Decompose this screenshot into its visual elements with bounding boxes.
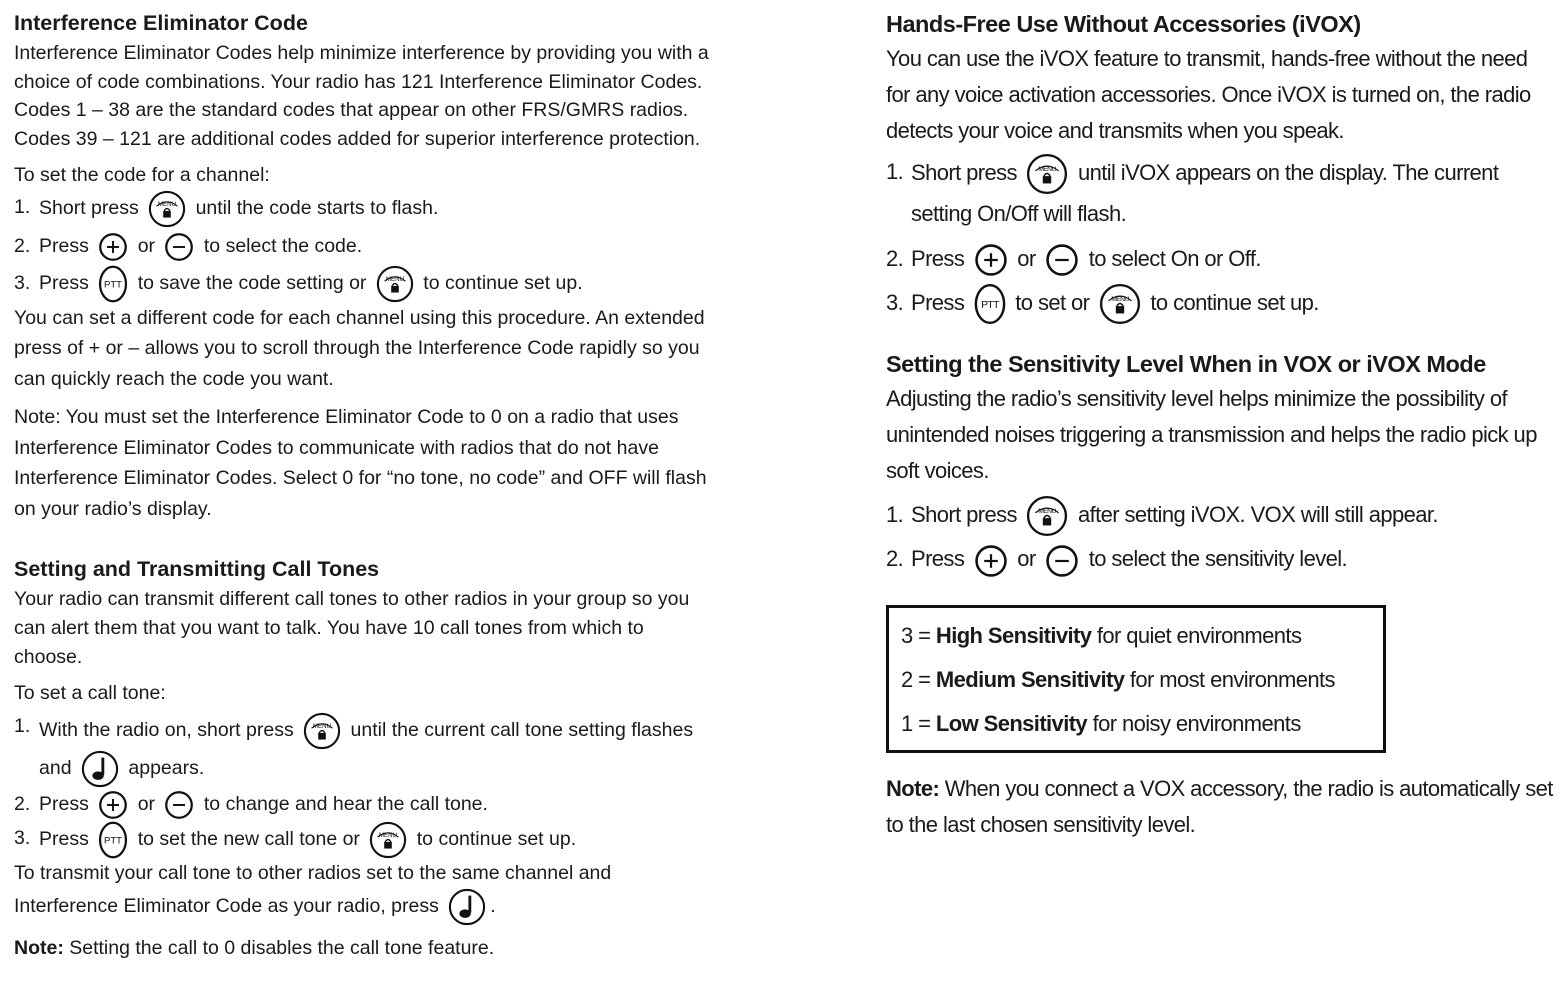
interference-step-1: 1. Short press MENU until the code starts to flash. — [14, 190, 714, 228]
interference-steps — [14, 190, 714, 303]
menu-button-icon — [376, 265, 414, 303]
interference-intro: Interference Eliminator Codes help minimize interference by providing you with a choice of code combinations. Your radio has 121 Interference Eliminator Codes. Codes 1 – 38 are the standard codes that appear on other FRS/GMRS radios. Codes 39 – 121 are additional codes added for superior interference protection. — [14, 42, 709, 150]
section-title-sensitivity: Setting the Sensitivity Level When in VOX or iVOX Mode — [886, 351, 1486, 378]
plus-button-icon — [974, 243, 1008, 277]
ptt-button-icon — [98, 821, 128, 859]
interference-note: Note: You must set the Interference Eliminator Code to 0 on a radio that uses Interference Eliminator Codes to communicate with radios that do not have Interference Eliminator Codes. Select 0 for “no tone, no code” and OFF will flash on your radio’s display. — [14, 406, 707, 520]
minus-button-icon — [164, 232, 194, 262]
call-tone-note: Note: Setting the call to 0 disables the call tone feature. — [14, 936, 495, 959]
sensitivity-level-medium: 2 = Medium Sensitivity for most environments — [901, 667, 1335, 693]
call-tone-transmit: To transmit your call tone to other radios set to the same channel and Interference Eliminator Code as your radio, press . — [14, 859, 714, 926]
svg-text:PTT: PTT — [980, 299, 999, 311]
section-title-call-tones: Setting and Transmitting Call Tones — [14, 557, 380, 582]
interference-lead: To set the code for a channel: — [14, 164, 270, 187]
sensitivity-intro: Adjusting the radio’s sensitivity level helps minimize the possibility of unintended noises triggering a transmission and helps the radio pick up soft voices. — [886, 386, 1537, 484]
svg-text:PTT: PTT — [104, 835, 123, 847]
menu-button-icon — [369, 821, 407, 859]
plus-button-icon — [98, 790, 128, 820]
svg-text:PTT: PTT — [104, 279, 123, 291]
svg-text:MENU: MENU — [385, 275, 404, 283]
call-tones-lead: To set a call tone: — [14, 682, 166, 705]
menu-button-icon — [1026, 495, 1068, 537]
call-tone-steps — [14, 708, 714, 859]
call-tone-step-1: 1. With the radio on, short press MENU until the current call tone setting flashes and appears. — [14, 708, 714, 788]
minus-button-icon — [1045, 544, 1079, 578]
menu-button-icon — [1099, 283, 1141, 325]
minus-button-icon — [1045, 243, 1079, 277]
menu-button-icon — [1026, 153, 1068, 195]
sensitivity-level-high: 3 = High Sensitivity for quiet environments — [901, 623, 1302, 649]
menu-button-icon — [148, 190, 186, 228]
plus-button-icon — [98, 232, 128, 262]
ptt-button-icon — [974, 282, 1006, 326]
call-tone-step-3: 3. Press PTT to set the new call tone or MENU to continue set up. — [14, 821, 714, 859]
ivox-step-1: 1. Short press MENU until iVOX appears on the display. The current setting On/Off will flash. — [886, 153, 1556, 233]
svg-text:MENU: MENU — [1038, 508, 1057, 516]
svg-text:MENU: MENU — [1111, 296, 1129, 304]
ivox-intro: You can use the iVOX feature to transmit, hands-free without the need for any voice activation accessories. Once iVOX is turned on, the radio detects your voice and transmits when you speak. — [886, 46, 1531, 143]
sensitivity-steps — [886, 493, 1556, 581]
ivox-step-3: 3. Press PTT to set or MENU to continue set up. — [886, 281, 1556, 326]
interference-step-2: 2. Press or to select the code. — [14, 228, 714, 264]
menu-button-icon — [303, 712, 341, 750]
sensitivity-step-1: 1. Short press MENU after setting iVOX. VOX will still appear. — [886, 493, 1556, 537]
svg-text:MENU: MENU — [379, 831, 398, 839]
sensitivity-levels-box — [886, 605, 1386, 753]
interference-para-2: You can set a different code for each channel using this procedure. An extended press of + or – allows you to scroll through the Interference Code rapidly so you can quickly reach the code you want. — [14, 306, 705, 390]
minus-button-icon — [164, 790, 194, 820]
sensitivity-level-low: 1 = Low Sensitivity for noisy environments — [901, 711, 1301, 737]
plus-button-icon — [974, 544, 1008, 578]
ivox-step-2: 2. Press or to select On or Off. — [886, 237, 1556, 281]
interference-step-3: 3. Press PTT to save the code setting or MENU to continue set up. — [14, 264, 714, 303]
ptt-button-icon — [98, 265, 128, 303]
svg-text:MENU: MENU — [1038, 165, 1057, 173]
right-column — [886, 8, 1556, 843]
section-title-ivox: Hands-Free Use Without Accessories (iVOX) — [886, 11, 1361, 37]
section-title-interference-code: Interference Eliminator Code — [14, 11, 308, 35]
vox-note: Note: When you connect a VOX accessory, the radio is automatically set to the last chosen sensitivity level. — [886, 776, 1553, 838]
call-tones-intro: Your radio can transmit different call tones to other radios in your group so you can alert them that you want to talk. You have 10 call tones from which to choose. — [14, 588, 690, 668]
call-tone-step-2: 2. Press or to change and hear the call tone. — [14, 788, 714, 821]
ivox-steps — [886, 153, 1556, 326]
left-column — [14, 8, 714, 962]
svg-text:MENU: MENU — [313, 722, 332, 730]
call-tone-note-icon — [448, 888, 486, 926]
sensitivity-step-2: 2. Press or to select the sensitivity level. — [886, 537, 1556, 581]
call-tone-note-icon — [81, 750, 119, 788]
svg-text:MENU: MENU — [158, 201, 177, 209]
